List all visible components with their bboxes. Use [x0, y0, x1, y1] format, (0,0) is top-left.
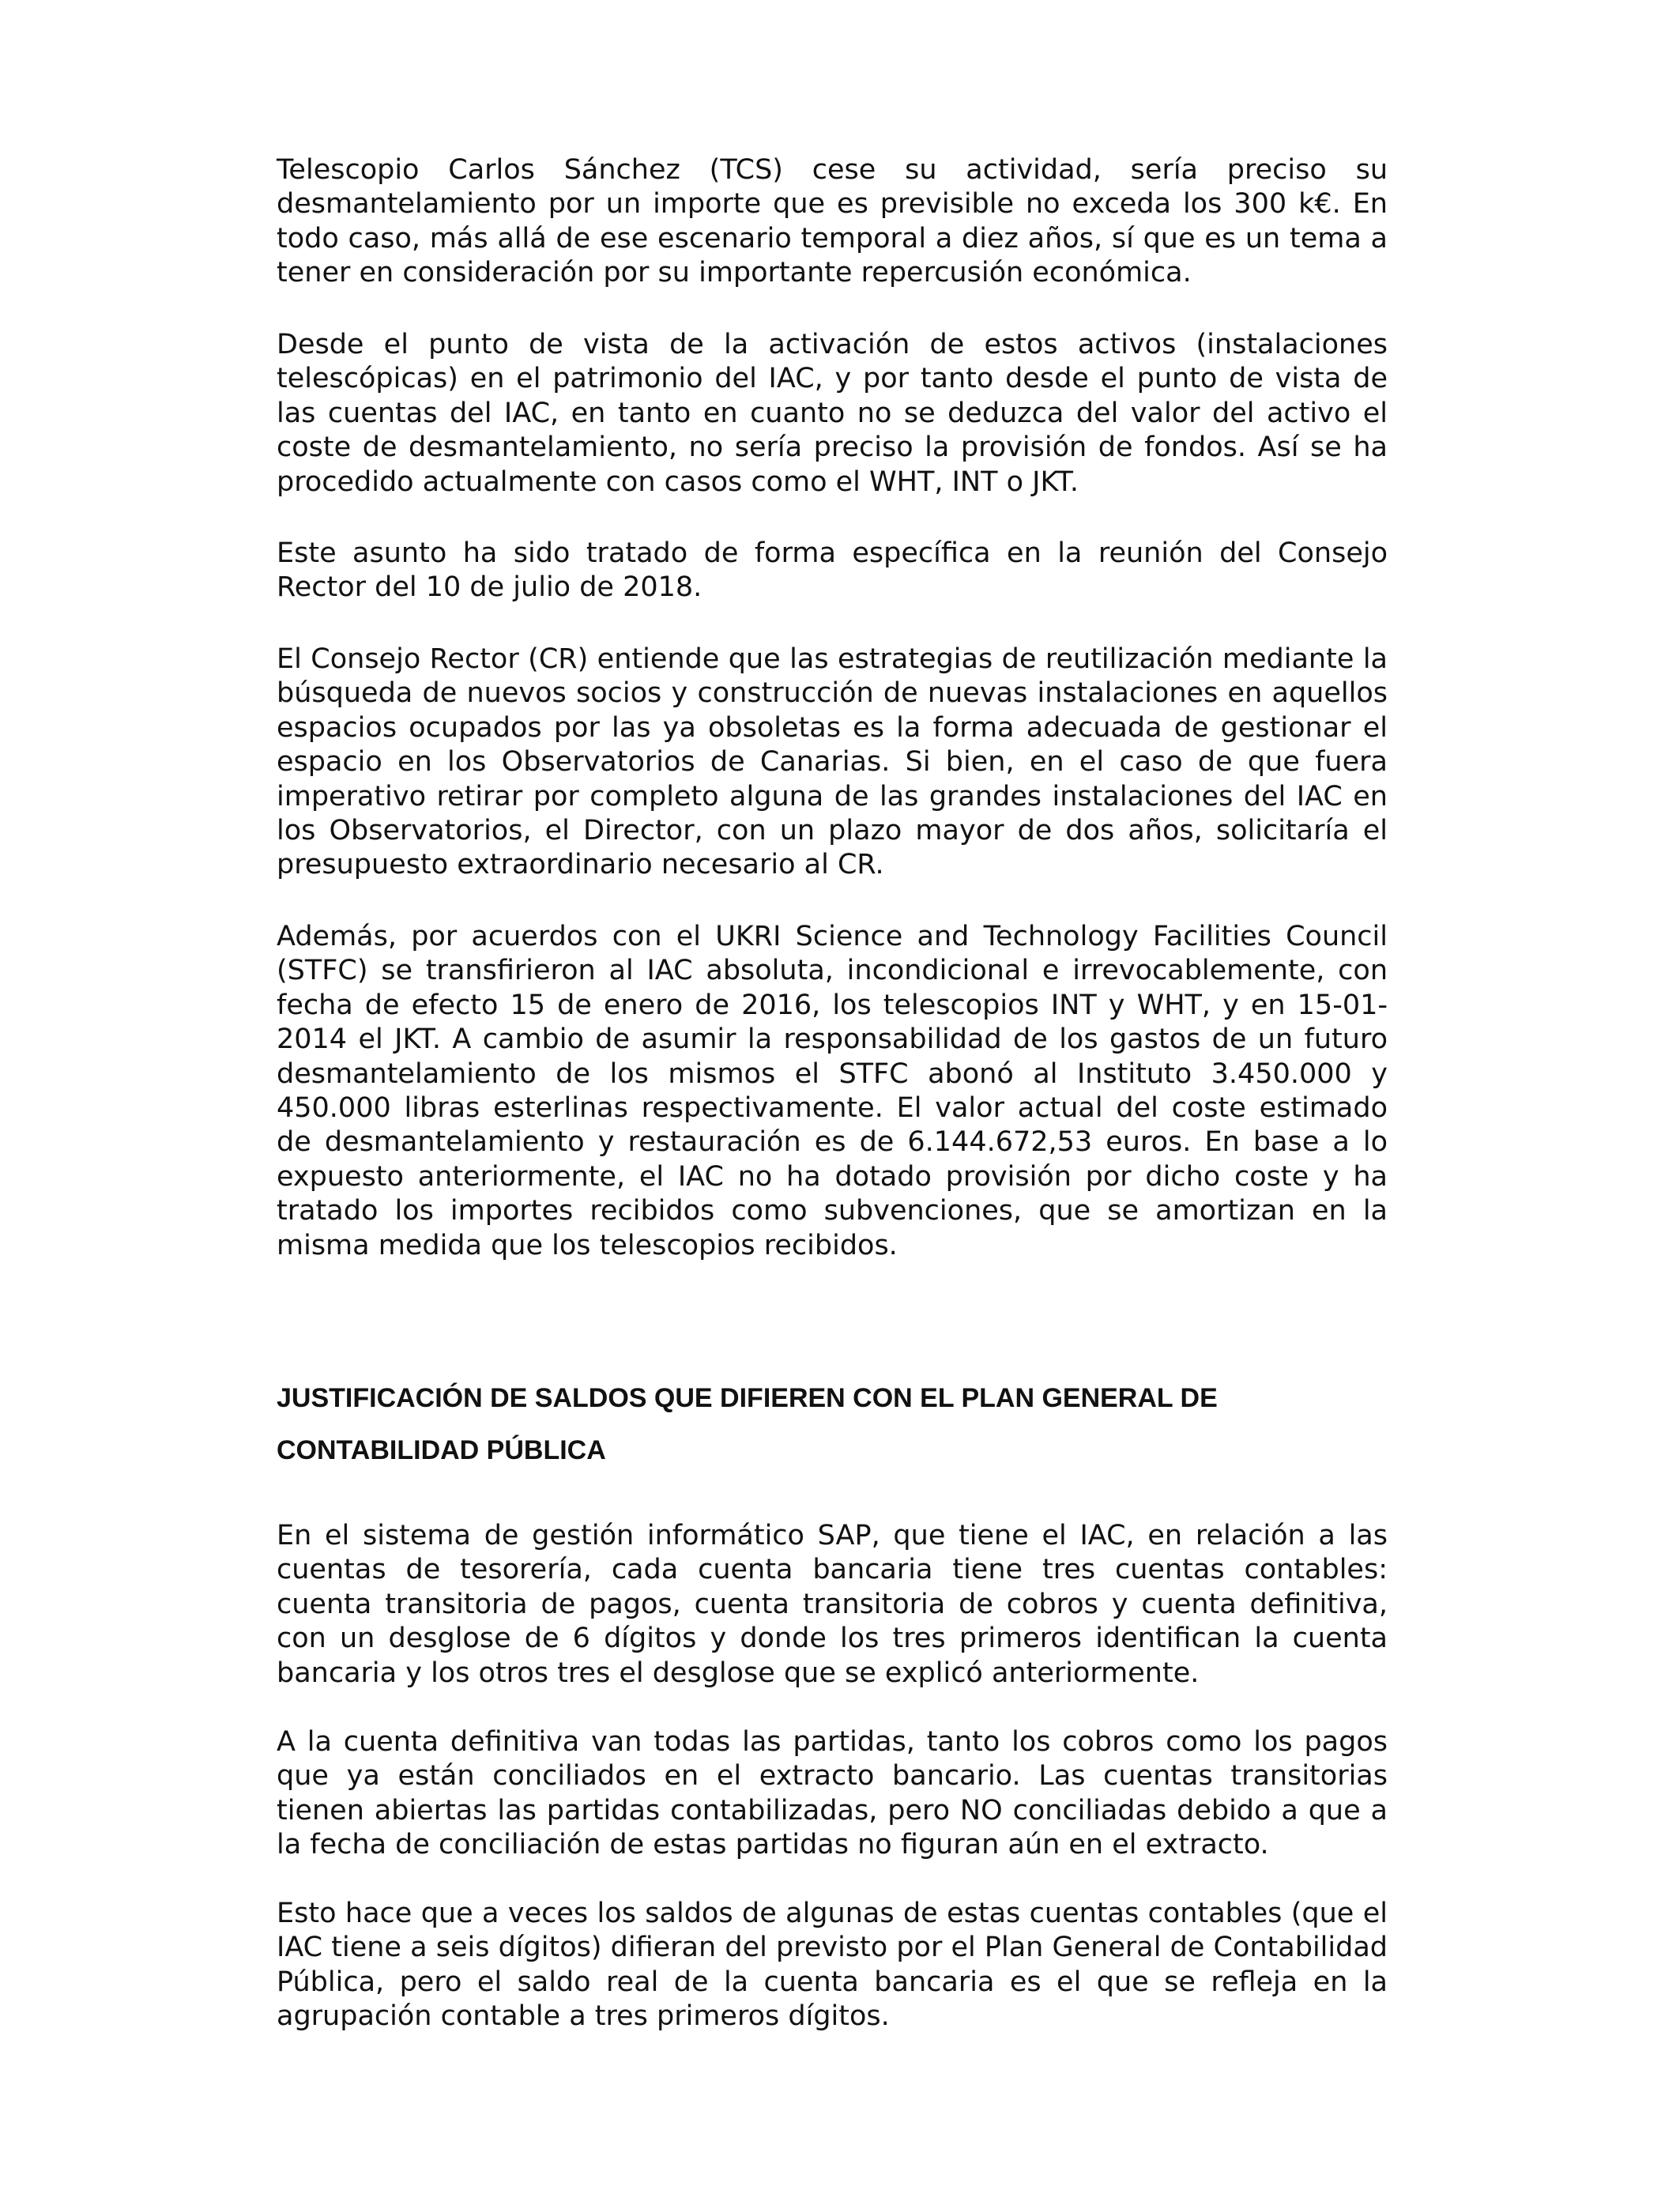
paragraph-council-strategy: El Consejo Rector (CR) entiende que las estrategias de reutilización mediante la búsqueda de nuevos socios y construcción de nuevas instalaciones en aquellos espacios ocupados por las ya obsoletas es la forma adecuada de gestionar el espacio en los Observatorios de Canarias. Si bien, en el caso de que fuera imperativo retirar por completo alguna de las grandes instalaciones del IAC en los Observatorios, el Director, con un plazo mayor de dos años, solicitaría el presupuesto extraordinario necesario al CR.	[277, 643, 1388, 881]
paragraph-sap-system: En el sistema de gestión informático SAP, que tiene el IAC, en relación a las cuentas de tesorería, cada cuenta bancaria tiene tres cuentas contables: cuenta transitoria de pagos, cuenta transitoria de cobros y cuenta definitiva, con un desglose de 6 dígitos y donde los tres primeros identifican la cuenta bancaria y los otros tres el desglose que se explicó anteriormente.	[277, 1520, 1388, 1689]
paragraph-tcs-dismantling: Telescopio Carlos Sánchez (TCS) cese su actividad, sería preciso su desmantelamiento por un importe que es previsible no exceda los 300 k€. En todo caso, más allá de ese escenario temporal a diez años, sí que es un tema a tener en consideración por su importante repercusión económica.	[277, 154, 1388, 289]
paragraph-definitive-account: A la cuenta definitiva van todas las partidas, tanto los cobros como los pagos que ya están conciliados en el extracto bancario. Las cuentas transitorias tienen abiertas las partidas contabilizadas, pero NO conciliadas debido a que a la fecha de conciliación de estas partidas no figuran aún en el extracto.	[277, 1726, 1388, 1861]
paragraph-stfc-agreements: Además, por acuerdos con el UKRI Science and Technology Facilities Council (STFC) se transfirieron al IAC absoluta, incondicional e irrevocablemente, con fecha de efecto 15 de enero de 2016, los telescopios INT y WHT, y en 15-01-2014 el JKT. A cambio de asumir la responsabilidad de los gastos de un futuro desmantelamiento de los mismos el STFC abonó al Instituto 3.450.000 y 450.000 libras esterlinas respectivamente. El valor actual del coste estimado de desmantelamiento y restauración es de 6.144.672,53 euros. En base a lo expuesto anteriormente, el IAC no ha dotado provisión por dicho coste y ha tratado los importes recibidos como subvenciones, que se amortizan en la misma medida que los telescopios recibidos.	[277, 921, 1388, 1261]
paragraph-council-meeting: Este asunto ha sido tratado de forma específica en la reunión del Consejo Rector del 10 de julio de 2018.	[277, 537, 1388, 604]
paragraph-balance-differences: Esto hace que a veces los saldos de algunas de estas cuentas contables (que el IAC tiene a seis dígitos) difieran del previsto por el Plan General de Contabilidad Pública, pero el saldo real de la cuenta bancaria es el que se refleja en la agrupación contable a tres primeros dígitos.	[277, 1898, 1388, 2033]
section-heading: JUSTIFICACIÓN DE SALDOS QUE DIFIEREN CON EL PLAN GENERAL DE CONTABILIDAD PÚBLICA	[277, 1383, 1218, 1465]
paragraph-asset-activation: Desde el punto de vista de la activación de estos activos (instalaciones telescópicas) en el patrimonio del IAC, y por tanto desde el punto de vista de las cuentas del IAC, en tanto en cuanto no se deduzca del valor del activo el coste de desmantelamiento, no sería preciso la provisión de fondos. Así se ha procedido actualmente con casos como el WHT, INT o JKT.	[277, 329, 1388, 498]
